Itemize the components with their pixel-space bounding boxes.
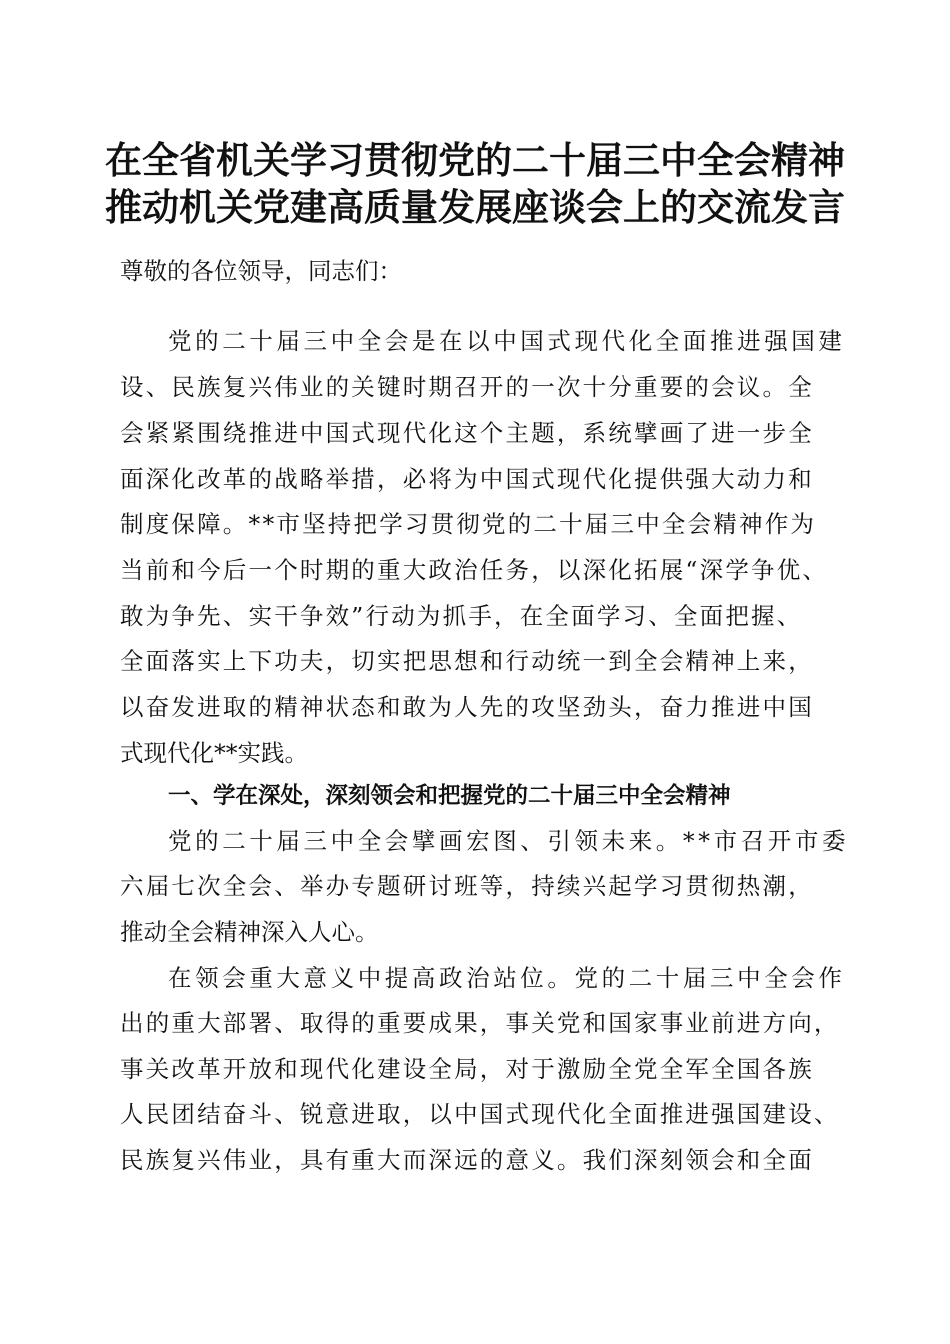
paragraph-2-line: 推动全会精神深入人心。 xyxy=(120,918,379,946)
paragraph-2-line: 党的二十届三中全会擘画宏图、引领未来。**市召开市委 xyxy=(168,827,850,855)
paragraph-1-line: 全面落实上下功夫，切实把思想和行动统一到全会精神上来， xyxy=(120,647,814,675)
paragraph-1-line: 式现代化**实践。 xyxy=(120,739,308,767)
paragraph-1-line: 设、民族复兴伟业的关键时期召开的一次十分重要的会议。全 xyxy=(120,373,814,401)
salutation: 尊敬的各位领导，同志们： xyxy=(120,257,402,285)
paragraph-3-line: 出的重大部署、取得的重要成果，事关党和国家事业前进方向， xyxy=(120,1009,840,1037)
paragraph-1-line: 会紧紧围绕推进中国式现代化这个主题，系统擘画了进一步全 xyxy=(120,419,814,447)
paragraph-1-line: 以奋发进取的精神状态和敢为人先的攻坚劲头，奋力推进中国 xyxy=(120,693,814,721)
document-title-line-1: 在全省机关学习贯彻党的二十届三中全会精神 xyxy=(105,138,845,182)
paragraph-2-line: 六届七次全会、举办专题研讨班等，持续兴起学习贯彻热潮， xyxy=(120,872,814,900)
paragraph-3-line: 人民团结奋斗、锐意进取，以中国式现代化全面推进强国建设、 xyxy=(120,1100,840,1128)
paragraph-1-line: 党的二十届三中全会是在以中国式现代化全面推进强国建 xyxy=(168,327,846,355)
paragraph-1-line: 当前和今后一个时期的重大政治任务，以深化拓展“深学争优、 xyxy=(120,556,829,584)
section-heading: 一、学在深处，深刻领会和把握党的二十届三中全会精神 xyxy=(168,783,731,809)
paragraph-1-line: 敢为争先、实干争效”行动为抓手，在全面学习、全面把握、 xyxy=(120,602,803,630)
paragraph-3-line: 民族复兴伟业，具有重大而深远的意义。我们深刻领会和全面 xyxy=(120,1146,814,1174)
paragraph-1-line: 制度保障。**市坚持把学习贯彻党的二十届三中全会精神作为 xyxy=(120,510,817,538)
paragraph-1-line: 面深化改革的战略举措，必将为中国式现代化提供强大动力和 xyxy=(120,465,814,493)
paragraph-3-line: 在领会重大意义中提高政治站位。党的二十届三中全会作 xyxy=(168,964,846,992)
document-title-line-2: 推动机关党建高质量发展座谈会上的交流发言 xyxy=(105,185,845,229)
paragraph-3-line: 事关改革开放和现代化建设全局，对于激励全党全军全国各族 xyxy=(120,1055,814,1083)
